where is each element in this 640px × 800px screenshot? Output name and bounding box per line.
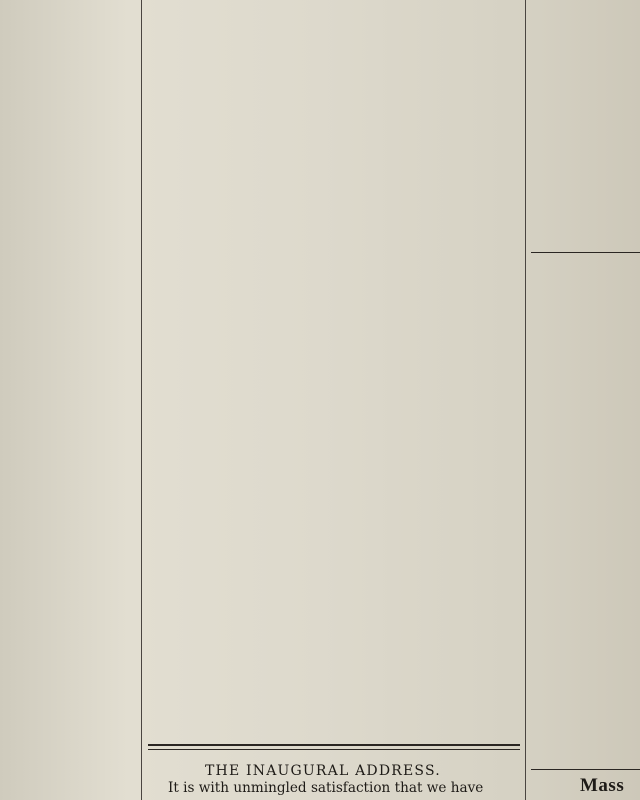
section-rule-top [148,744,520,746]
column-rule-left [141,0,142,800]
masthead-fragment: Mass [580,775,625,796]
column-rule-right [525,0,526,800]
inaugural-address-heading: THE INAUGURAL ADDRESS. [205,763,441,779]
inaugural-address-intro: It is with unmingled satisfaction that we have [168,780,484,796]
right-column-masthead-rule [531,769,640,770]
right-column-divider [531,252,640,253]
section-rule-bottom [148,749,520,750]
